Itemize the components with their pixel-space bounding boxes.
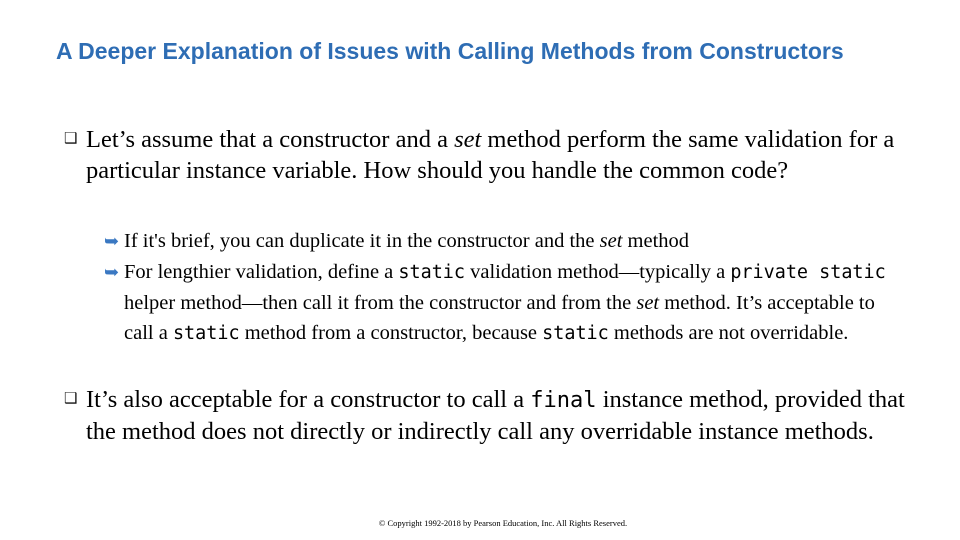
bullet-2 [64,384,914,480]
square-bullet-icon: ❑ [64,391,78,407]
square-bullet-icon: ❑ [64,131,78,147]
sub-bullet-2 [104,257,904,377]
bullet-1 [64,124,914,220]
bullet-1-text: Let’s assume that a constructor and a set method perform the same validation for a particular instance variable. How should you handle the common code? [86,126,895,184]
sub-bullet-1 [104,226,904,256]
sub-bullet-1-text: If it's brief, you can duplicate it in the constructor and the set method [124,230,690,252]
slide-title: A Deeper Explanation of Issues with Calling Methods from Constructors [56,38,844,64]
sub-bullet-2-text: For lengthier validation, define a static validation method—typically a private static helper method—then call it from the constructor and from the set method. It’s acceptable to call a static method from a constructor, because static methods are not overridable. [124,261,886,344]
bullet-2-text: It’s also acceptable for a constructor to call a final instance method, provided that the method does not directly or indirectly call any overridable instance methods. [86,386,905,445]
copyright-footer: © Copyright 1992-2018 by Pearson Education, Inc. All Rights Reserved. [378,518,628,528]
curved-arrow-icon: ➥ [104,231,120,251]
curved-arrow-icon: ➥ [104,262,120,282]
